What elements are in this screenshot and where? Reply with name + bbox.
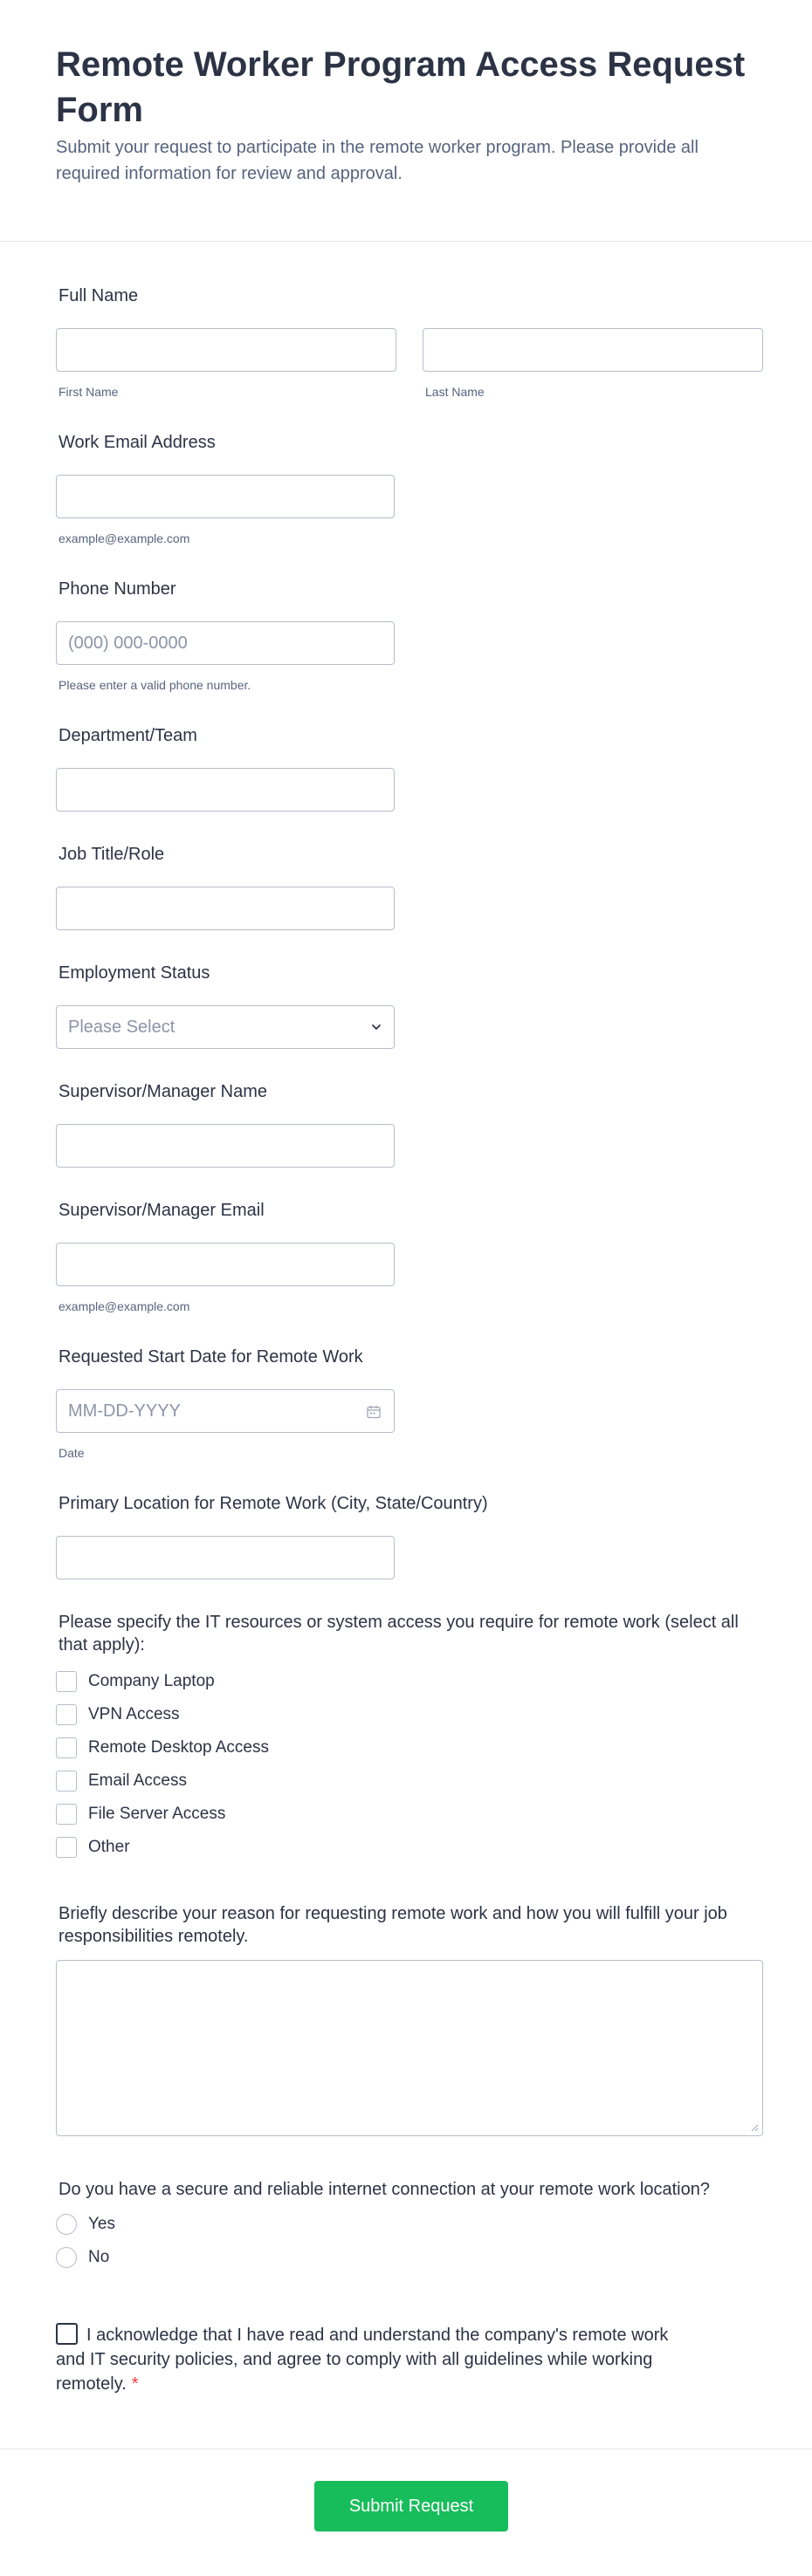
internet-label: Do you have a secure and reliable internet connection at your remote work location? [58,2180,710,2199]
supervisor-email-sublabel: example@example.com [58,1299,190,1313]
required-marker: * [131,2374,139,2394]
it-resources-label: Please specify the IT resources or system access you require for remote work (select all that apply): [58,1613,739,1655]
form-title: Remote Worker Program Access Request Form [56,45,746,129]
internet-option-label: No [88,2248,110,2266]
acknowledgement-text: I acknowledge that I have read and understand the company's remote work and IT security policies, and agree to comply with all guidelines while working remotely. [56,2326,669,2394]
full-name-field [56,284,763,400]
checkbox[interactable] [56,1671,77,1692]
first-name-sublabel: First Name [58,385,119,399]
internet-options [56,2208,763,2274]
checkbox[interactable] [56,1737,77,1758]
it-option-label: VPN Access [88,1705,180,1723]
supervisor-name-field [56,1080,763,1168]
it-resources-options [56,1665,763,1864]
it-option[interactable] [56,1731,763,1764]
header-divider [0,241,812,242]
supervisor-email-label: Supervisor/Manager Email [58,1201,265,1220]
it-option[interactable] [56,1831,763,1864]
start-date-sublabel: Date [58,1446,85,1460]
department-field [56,724,763,812]
form-subtitle: Submit your request to participate in the remote worker program. Please provide all required information for review and approval. [56,138,698,183]
reason-field [56,1902,763,2136]
start-date-field [56,1346,763,1461]
it-resources-field [56,1611,763,1864]
submit-button[interactable]: Submit Request [314,2481,508,2531]
start-date-placeholder: MM-DD-YYYY [68,1401,181,1421]
internet-option-yes[interactable] [56,2208,763,2241]
supervisor-name-label: Supervisor/Manager Name [58,1082,267,1101]
acknowledgement[interactable] [56,2323,676,2396]
location-label: Primary Location for Remote Work (City, State/Country) [58,1494,488,1513]
full-name-label: Full Name [58,286,139,305]
work-email-input[interactable] [56,475,395,518]
work-email-label: Work Email Address [58,433,216,452]
department-label: Department/Team [58,726,197,745]
employment-status-value: Please Select [68,1017,175,1037]
checkbox[interactable] [56,1771,77,1792]
start-date-label: Requested Start Date for Remote Work [58,1347,363,1367]
work-email-field [56,431,763,546]
internet-field [56,2178,763,2274]
resize-handle-icon[interactable] [750,2123,759,2132]
checkbox[interactable] [56,1837,77,1858]
it-option[interactable] [56,1665,763,1698]
acknowledgement-checkbox[interactable] [56,2323,78,2345]
it-option-label: Remote Desktop Access [88,1738,269,1757]
form-header [56,42,763,187]
supervisor-email-input[interactable] [56,1243,395,1286]
reason-textarea[interactable] [56,1960,763,2136]
it-option[interactable] [56,1698,763,1731]
job-title-field [56,843,763,930]
it-option-label: File Server Access [88,1805,226,1823]
radio-button[interactable] [56,2247,77,2268]
full-name-inputs [56,328,763,372]
phone-field [56,578,763,693]
first-name-input[interactable] [56,328,396,372]
department-input[interactable] [56,768,395,812]
employment-status-label: Employment Status [58,963,210,983]
it-option-label: Other [88,1838,130,1856]
chevron-down-icon [371,1022,382,1032]
internet-option-label: Yes [88,2215,115,2233]
work-email-sublabel: example@example.com [58,531,190,545]
reason-label: Briefly describe your reason for requesting remote work and how you will fulfill your job responsibilities remotely. [58,1904,727,1946]
supervisor-email-field [56,1199,763,1314]
it-option-label: Email Access [88,1771,187,1790]
checkbox[interactable] [56,1704,77,1725]
employment-status-select[interactable] [56,1005,395,1049]
it-option[interactable] [56,1798,763,1831]
job-title-input[interactable] [56,887,395,930]
phone-input[interactable]: (000) 000-0000 [56,621,395,665]
last-name-input[interactable] [423,328,763,372]
it-option[interactable] [56,1764,763,1798]
phone-sublabel: Please enter a valid phone number. [58,678,251,692]
employment-status-field [56,962,763,1049]
checkbox[interactable] [56,1804,77,1825]
location-field [56,1492,763,1579]
location-input[interactable] [56,1536,395,1579]
internet-option-no[interactable] [56,2241,763,2274]
job-title-label: Job Title/Role [58,845,165,864]
radio-button[interactable] [56,2214,77,2235]
last-name-sublabel: Last Name [425,385,485,399]
calendar-icon[interactable] [366,1404,382,1420]
supervisor-name-input[interactable] [56,1124,395,1168]
phone-label: Phone Number [58,579,176,599]
start-date-input[interactable] [56,1389,395,1433]
it-option-label: Company Laptop [88,1672,215,1690]
